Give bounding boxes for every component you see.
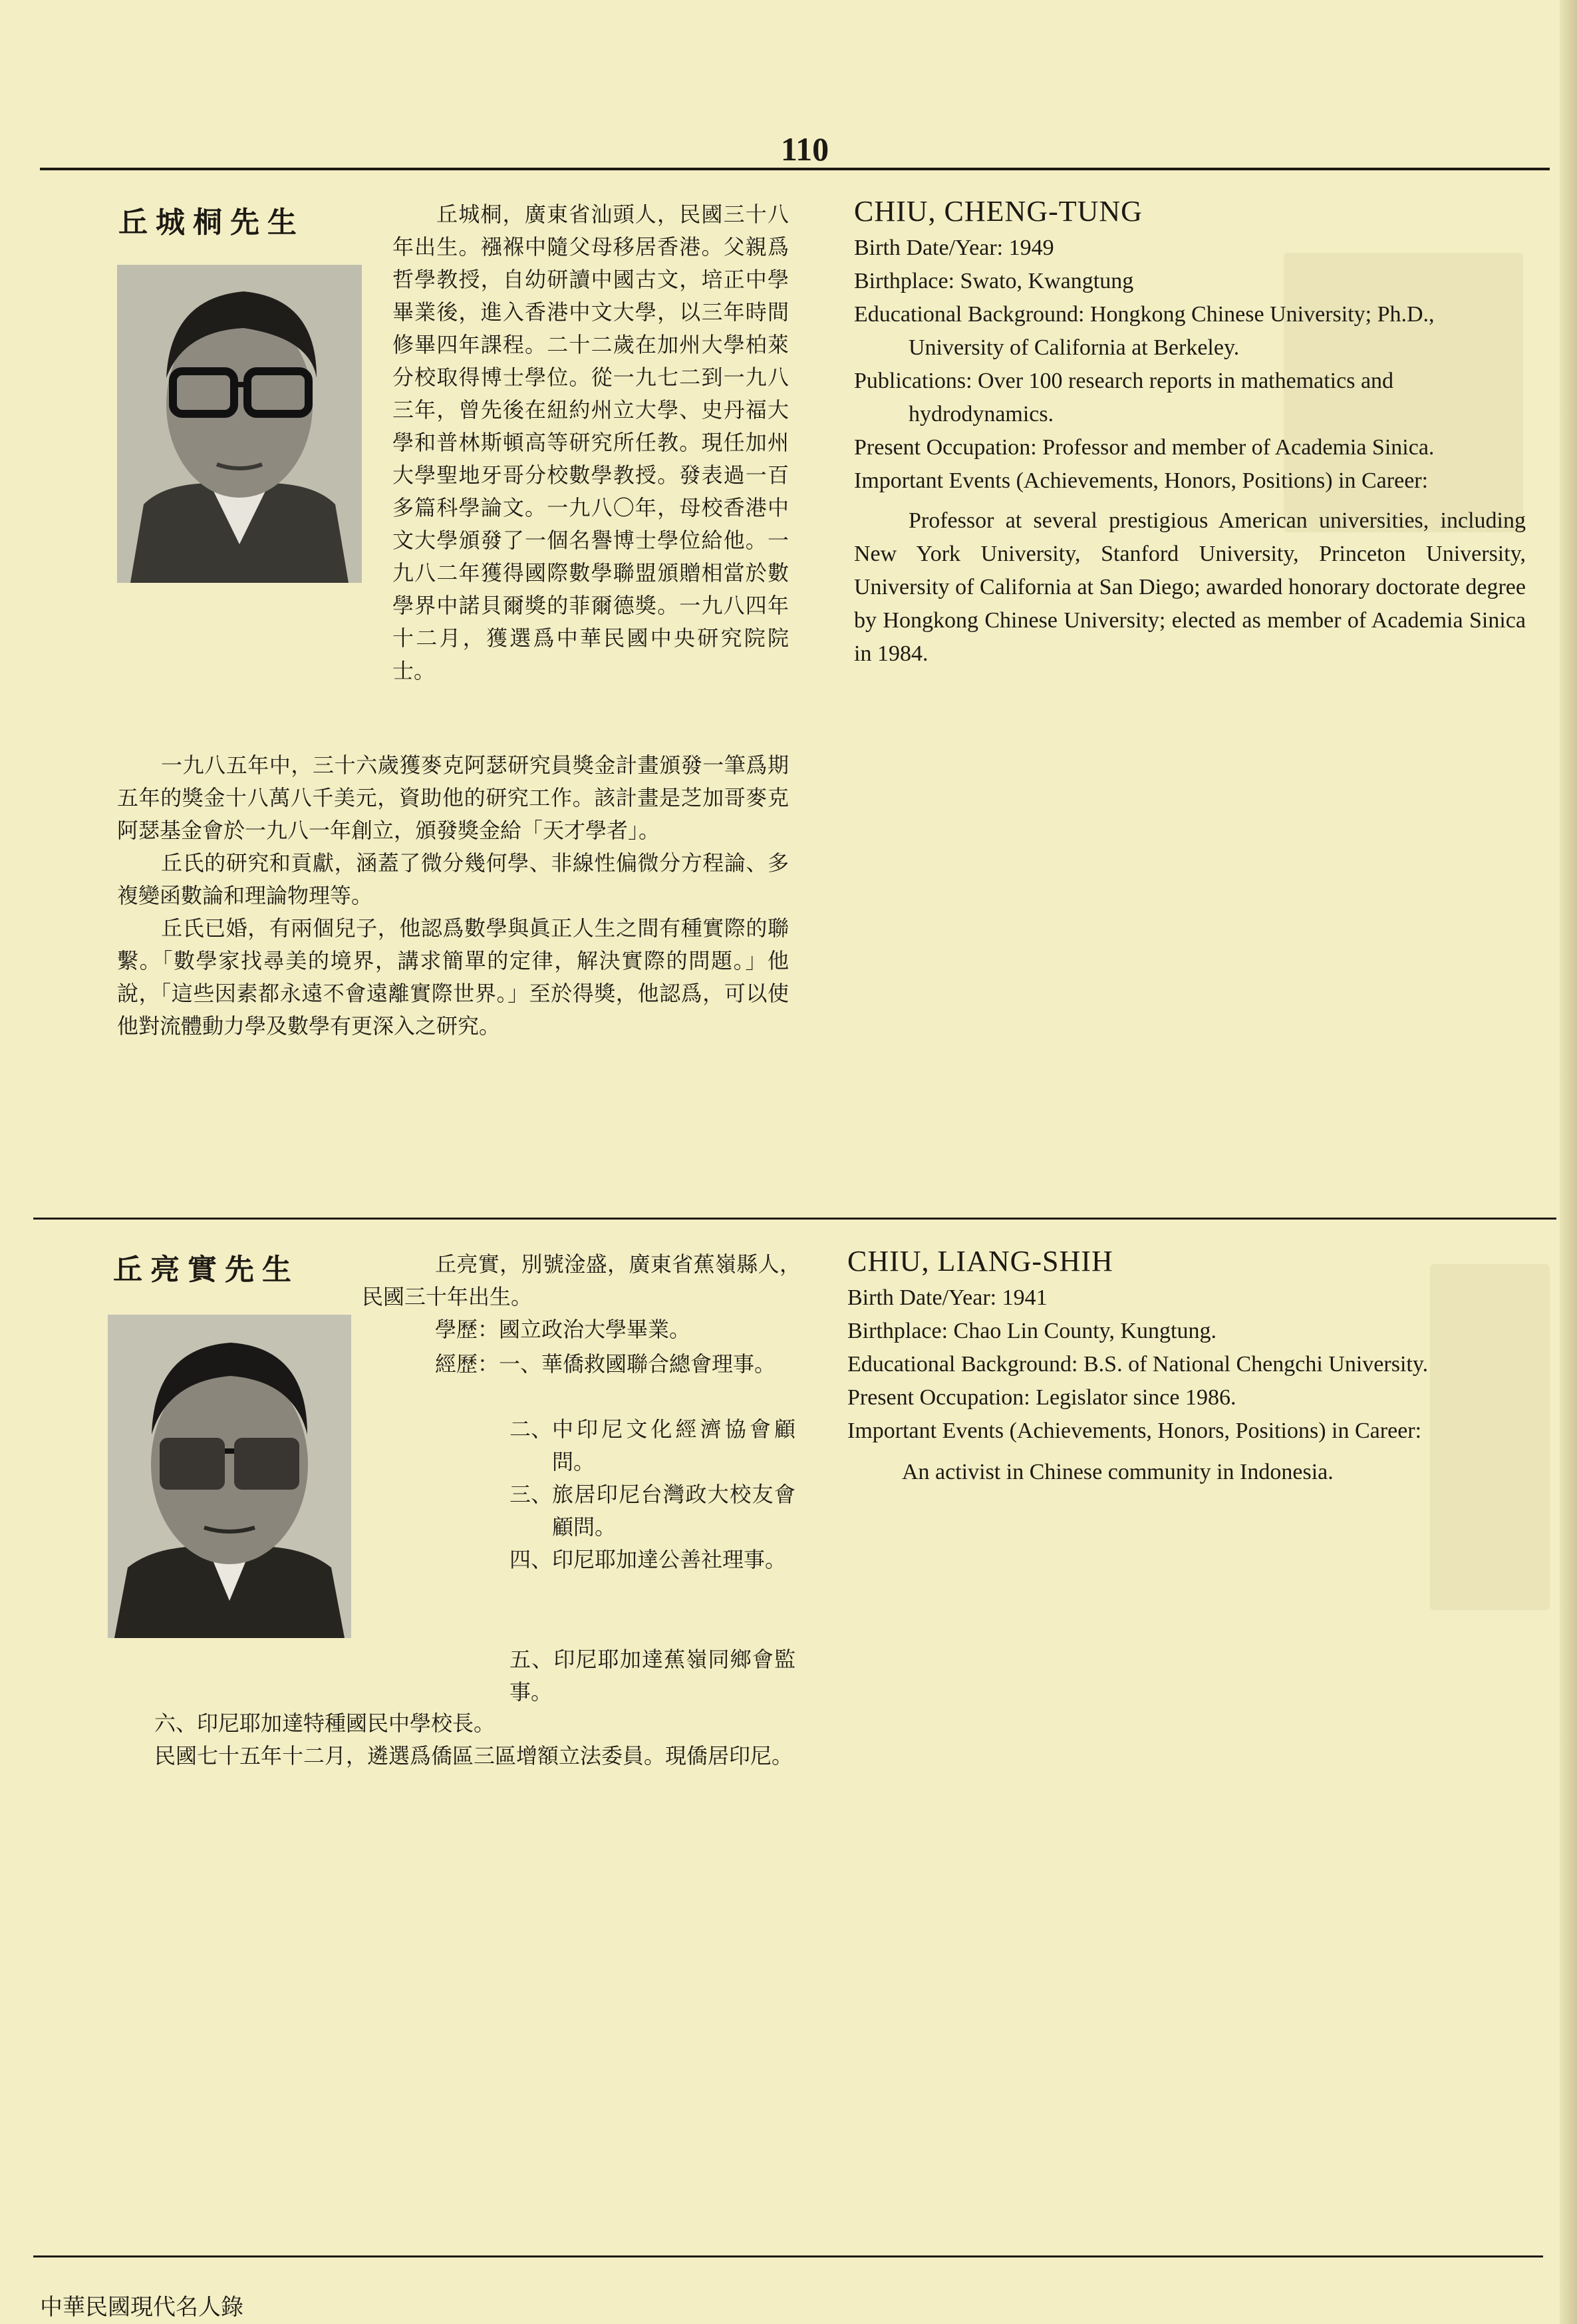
entry-2-experience-item-5 xyxy=(108,1643,795,1709)
entry-2-chinese-name: 丘亮實先生 xyxy=(113,1253,299,1287)
list-item-text: 印尼耶加達公善社理事。 xyxy=(552,1547,787,1572)
entry-2-education-text: 學歷：國立政治大學畢業。 xyxy=(435,1317,691,1342)
entry-2-experience-list xyxy=(435,1348,794,1381)
entry-2-portrait-photo xyxy=(108,1315,351,1638)
section-divider-rule xyxy=(33,1218,1556,1220)
entry-1-chinese-paragraph: 一九八五年中，三十六歲獲麥克阿瑟研究員獎金計畫頒發一筆爲期五年的獎金十八萬八千美元，資助他的研究工作。該計畫是芝加哥麥克阿瑟基金會於一九八一年創立，頒發獎金給「天才學者」。 xyxy=(117,752,789,843)
list-item-text: 印尼耶加達蕉嶺同鄉會監事。 xyxy=(509,1647,795,1705)
list-item xyxy=(108,1643,795,1709)
entry-2-events-label: Important Events (Achievements, Honors, Positions) in Career: xyxy=(847,1418,1422,1443)
entry-1-chinese-body xyxy=(117,749,789,1043)
entry-1-occupation: Present Occupation: Professor and member of Academia Sinica. xyxy=(854,435,1435,460)
experience-label: 經歷： xyxy=(435,1351,500,1377)
list-item-text: 中印尼文化經濟協會顧問。 xyxy=(552,1416,795,1474)
list-item-text: 華僑救國聯合總會理事。 xyxy=(541,1351,776,1377)
entry-1-publications: Publications: Over 100 research reports in mathematics and hydrodynamics. xyxy=(854,369,1394,426)
list-item-number: 二、 xyxy=(509,1416,553,1442)
list-item-text: 旅居印尼台灣政大校友會顧問。 xyxy=(552,1482,795,1540)
entry-1-events-label: Important Events (Achievements, Honors, Positions) in Career: xyxy=(854,468,1429,493)
list-item-number: 六、 xyxy=(154,1711,198,1736)
list-item xyxy=(509,1544,795,1576)
entry-1-birth-date: Birth Date/Year: 1949 xyxy=(854,236,1054,260)
entry-2-birth-date: Birth Date/Year: 1941 xyxy=(847,1285,1048,1310)
page-edge xyxy=(1560,0,1577,2324)
page-number: 110 xyxy=(780,130,829,168)
entry-2-chinese-intro xyxy=(362,1248,801,1346)
entry-1-chinese-name: 丘城桐先生 xyxy=(118,206,305,240)
entry-1-events-text: Professor at several prestigious American universities, including New York University, Stanford University, Princeton University, University of California at San Diego; awarded honorary doctorate degree by Hongkong Chinese University; elected as member of Academia Sinica in 1984. xyxy=(854,508,1526,666)
entry-2-english-name: CHIU, LIANG-SHIH xyxy=(847,1245,1113,1277)
entry-2-chinese-tail xyxy=(108,1707,795,1772)
entry-2-intro-text: 丘亮實，別號淦盛，廣東省蕉嶺縣人，民國三十年出生。 xyxy=(362,1251,801,1309)
entry-1-chinese-paragraph: 丘氏的研究和貢獻，涵蓋了微分幾何學、非線性偏微分方程論、多複變函數論和理論物理等。 xyxy=(117,850,789,908)
entry-1-english-block xyxy=(854,193,1526,671)
list-item xyxy=(509,1413,795,1478)
list-item xyxy=(435,1348,794,1381)
entry-1-chinese-paragraph: 丘氏已婚，有兩個兒子，他認爲數學與眞正人生之間有種實際的聯繫。「數學家找尋美的境界，講求簡單的定律，解決實際的問題。」他說，「這些因素都永遠不會遠離實際世界。」至於得獎，他認爲，可以使他對流體動力學及數學有更深入之研究。 xyxy=(117,915,789,1039)
list-item-text: 印尼耶加達特種國民中學校長。 xyxy=(197,1711,496,1736)
portrait-image xyxy=(108,1315,351,1638)
entry-1-english-name: CHIU, CHENG-TUNG xyxy=(854,195,1143,228)
entry-1-chinese-lead-paragraph xyxy=(117,198,789,687)
entry-2-english-block xyxy=(847,1243,1523,1489)
list-item-number: 五、 xyxy=(509,1647,554,1672)
entry-1-birthplace: Birthplace: Swato, Kwangtung xyxy=(854,269,1134,293)
list-item xyxy=(108,1707,795,1740)
entry-2-events-text: An activist in Chinese community in Indonesia. xyxy=(902,1460,1334,1484)
entry-1-chinese-lead-text: 丘城桐，廣東省汕頭人，民國三十八年出生。襁褓中隨父母移居香港。父親爲哲學教授，自幼研讀中國古文，培正中學畢業後，進入香港中文大學，以三年時間修畢四年課程。二十二歲在加州大學柏萊分校取得博士學位。從一九七二到一九八三年，曾先後在紐約州立大學、史丹福大學和普林斯頓高等研究所任教。現任加州大學聖地牙哥分校數學教授。發表過一百多篇科學論文。一九八〇年，母校香港中文大學頒發了一個名譽博士學位給他。一九八二年獲得國際數學聯盟頒贈相當於數學界中諾貝爾獎的菲爾德獎。一九八四年十二月，獲選爲中華民國中央研究院院士。 xyxy=(392,202,789,683)
footer-rule xyxy=(33,2255,1543,2257)
header-rule xyxy=(40,168,1550,170)
list-item-number: 一、 xyxy=(499,1351,542,1377)
entry-2-birthplace: Birthplace: Chao Lin County, Kungtung. xyxy=(847,1319,1217,1343)
footer-title: 中華民國現代名人錄 xyxy=(40,2294,243,2321)
entry-1-education: Educational Background: Hongkong Chinese University; Ph.D., University of California at Berkeley. xyxy=(854,302,1435,360)
list-item-number: 四、 xyxy=(509,1547,553,1572)
list-item-number: 三、 xyxy=(509,1482,553,1507)
entry-2-experience-list-continued xyxy=(509,1413,795,1576)
list-item xyxy=(509,1478,795,1544)
entry-2-occupation: Present Occupation: Legislator since 1986. xyxy=(847,1385,1236,1410)
entry-2-closing-text: 民國七十五年十二月，遴選爲僑區三區增額立法委員。現僑居印尼。 xyxy=(154,1743,793,1768)
entry-2-education: Educational Background: B.S. of National Chengchi University. xyxy=(847,1352,1429,1377)
